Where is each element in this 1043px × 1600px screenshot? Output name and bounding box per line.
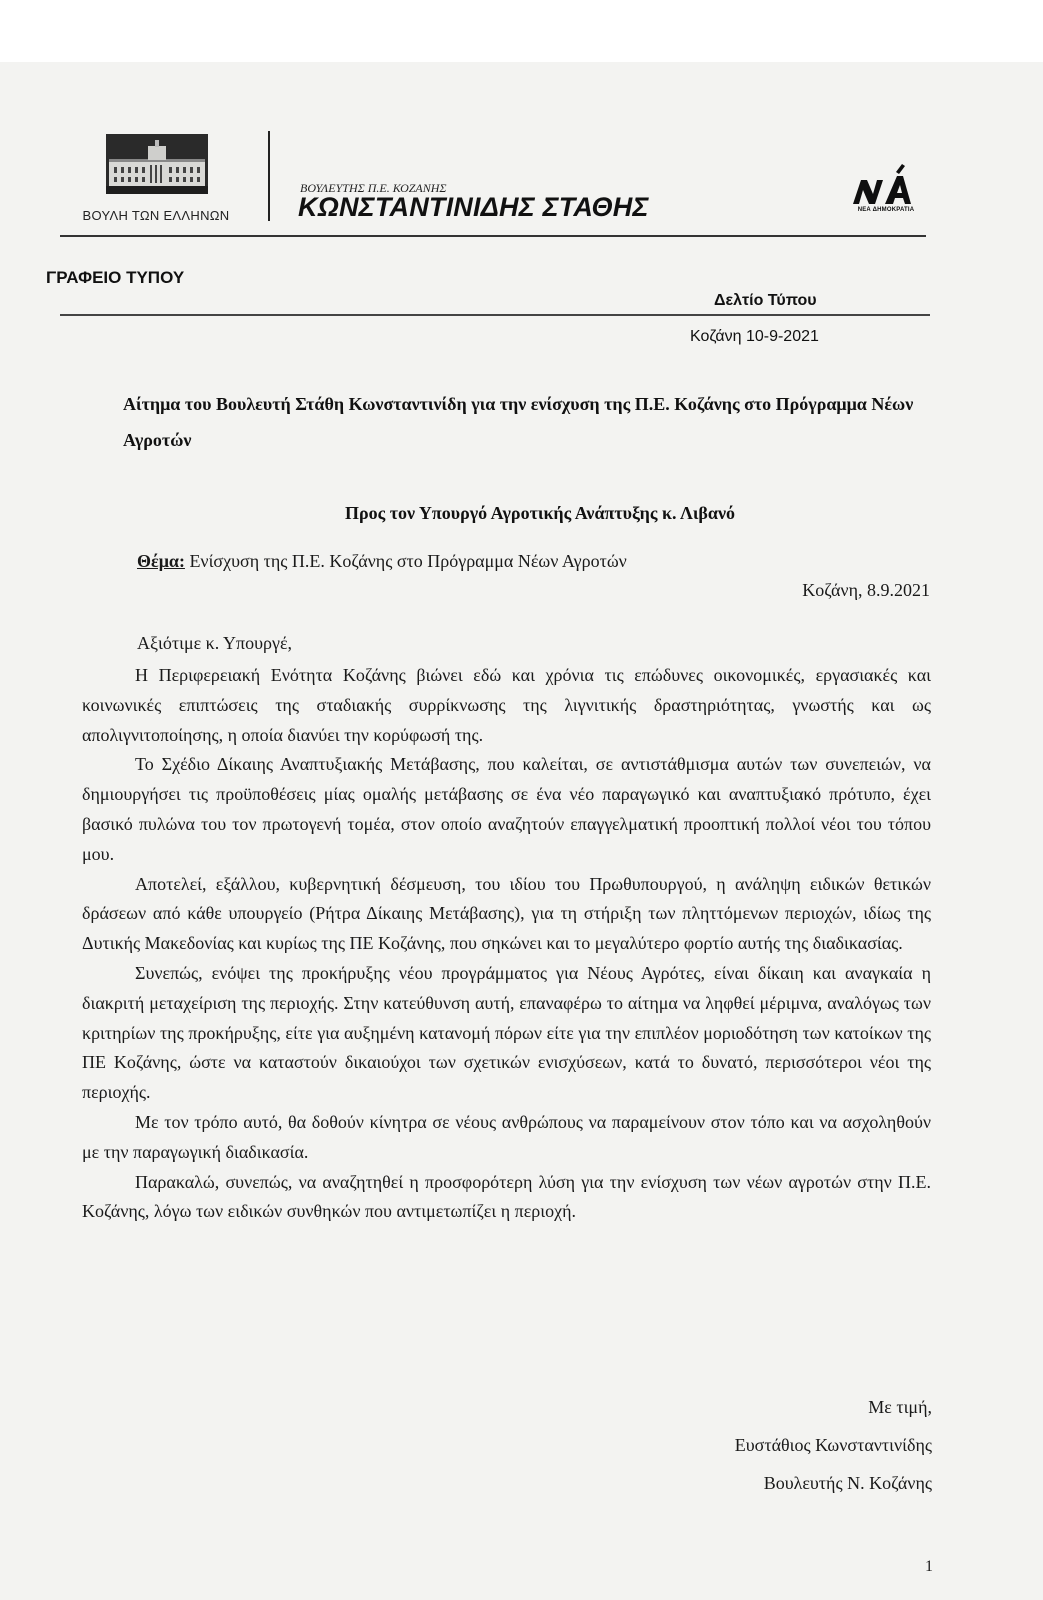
letter-subject (137, 551, 627, 572)
page-number: 1 (925, 1558, 933, 1575)
body-paragraph: Η Περιφερειακή Ενότητα Κοζάνης βιώνει εδώ και χρόνια τις επώδυνες οικονομικές, εργασιακές και κοινωνικές επιπτώσεις της σταδιακής συρρίκνωσης της λιγνιτικής δραστηριότητας, γνωστής και ως απολιγνιτοποίησης, η οποία διανύει την κορύφωσή της. (82, 665, 931, 745)
letter-recipient: Προς τον Υπουργό Αγροτικής Ανάπτυξης κ. Λιβανό (344, 503, 736, 523)
closing: Με τιμή, (868, 1397, 932, 1417)
letter-body (82, 661, 931, 1227)
document-title: Αίτημα του Βουλευτή Στάθη Κωνσταντινίδη για την ενίσχυση της Π.Ε. Κοζάνης στο Πρόγραμμα Νέων Αγροτών (123, 394, 914, 450)
body-paragraph: Παρακαλώ, συνεπώς, να αναζητηθεί η προσφορότερη λύση για την ενίσχυση των νέων αγροτών στην Π.Ε. Κοζάνης, λόγω των ειδικών συνθηκών που αντιμετωπίζει η περιοχή. (82, 1171, 931, 1222)
subject-text: Ενίσχυση της Π.Ε. Κοζάνης στο Πρόγραμμα Νέων Αγροτών (184, 551, 627, 571)
parliament-name: ΒΟΥΛΗ ΤΩΝ ΕΛΛΗΝΩΝ (82, 208, 230, 223)
letterhead-divider (268, 131, 270, 221)
release-date: Κοζάνη 10-9-2021 (690, 328, 819, 345)
body-paragraph: Συνεπώς, ενόψει της προκήρυξης νέου προγράμματος για Νέους Αγρότες, είναι δίκαιη και αναγκαία η διακριτή μεταχείριση της περιοχής. Στην κατεύθυνση αυτή, επαναφέρω το αίτημα να ληφθεί μέριμνα, αναλόγως των κριτηρίων της προκήρυξης, είτε για αυξημένη κατανομή πόρων είτε για την επιπλέον μοριοδότηση των κατοίκων της ΠΕ Κοζάνης, ώστε να καταστούν δικαιούχοι των σχετικών ενισχύσεων, κατά το δυνατό, περισσότεροι νέοι της περιοχής. (82, 962, 931, 1103)
press-rule (60, 314, 930, 316)
press-office-label: ΓΡΑΦΕΙΟ ΤΥΠΟΥ (46, 268, 185, 287)
body-paragraph: Το Σχέδιο Δίκαιης Αναπτυξιακής Μετάβασης, που καλείται, σε αντιστάθμισμα αυτών των συνεπειών, να δημιουργήσει τις προϋποθέσεις μίας ομαλής μετάβασης σε ένα νέο παραγωγικό και αναπτυξιακό πρότυπο, έχει βασικό πυλώνα του τον πρωτογενή τομέα, στον οποίο αναζητούν επαγγελματική προοπτική πολλοί νέοι του τόπου μου. (82, 754, 931, 864)
letter-date: Κοζάνη, 8.9.2021 (802, 580, 930, 600)
header-rule (60, 235, 926, 237)
parliament-building-icon (106, 134, 208, 194)
mp-title: ΒΟΥΛΕΥΤΗΣ Π.Ε. ΚΟΖΑΝΗΣ (300, 181, 447, 195)
subject-label: Θέμα: (137, 551, 185, 571)
press-release-label: Δελτίο Τύπου (714, 292, 817, 309)
signer-role: Βουλευτής Ν. Κοζάνης (763, 1473, 932, 1493)
body-paragraph: Με τον τρόπο αυτό, θα δοθούν κίνητρα σε νέους ανθρώπους να παραμείνουν στον τόπο και να ασχοληθούν με την παραγωγική διαδικασία. (82, 1111, 931, 1162)
salutation: Αξιότιμε κ. Υπουργέ, (137, 633, 293, 653)
body-paragraph: Αποτελεί, εξάλλου, κυβερνητική δέσμευση, του ιδίου του Πρωθυπουργού, η ανάληψη ειδικών θετικών δράσεων από κάθε υπουργείο (Ρήτρα Δίκαιης Μετάβασης), για τη στήριξη των πληττόμενων περιοχών, ιδίως της Δυτικής Μακεδονίας και κυρίως της ΠΕ Κοζάνης, που σηκώνει και το μεγαλύτερο φορτίο αυτής της διαδικασίας. (82, 873, 931, 954)
signer-name: Ευστάθιος Κωνσταντινίδης (734, 1435, 932, 1455)
party-logo-text: ΝΕΑ ΔΗΜΟΚΡΑΤΙΑ (857, 207, 915, 213)
mp-name: ΚΩΝΣΤΑΝΤΙΝΙΔΗΣ ΣΤΑΘΗΣ (298, 192, 649, 222)
